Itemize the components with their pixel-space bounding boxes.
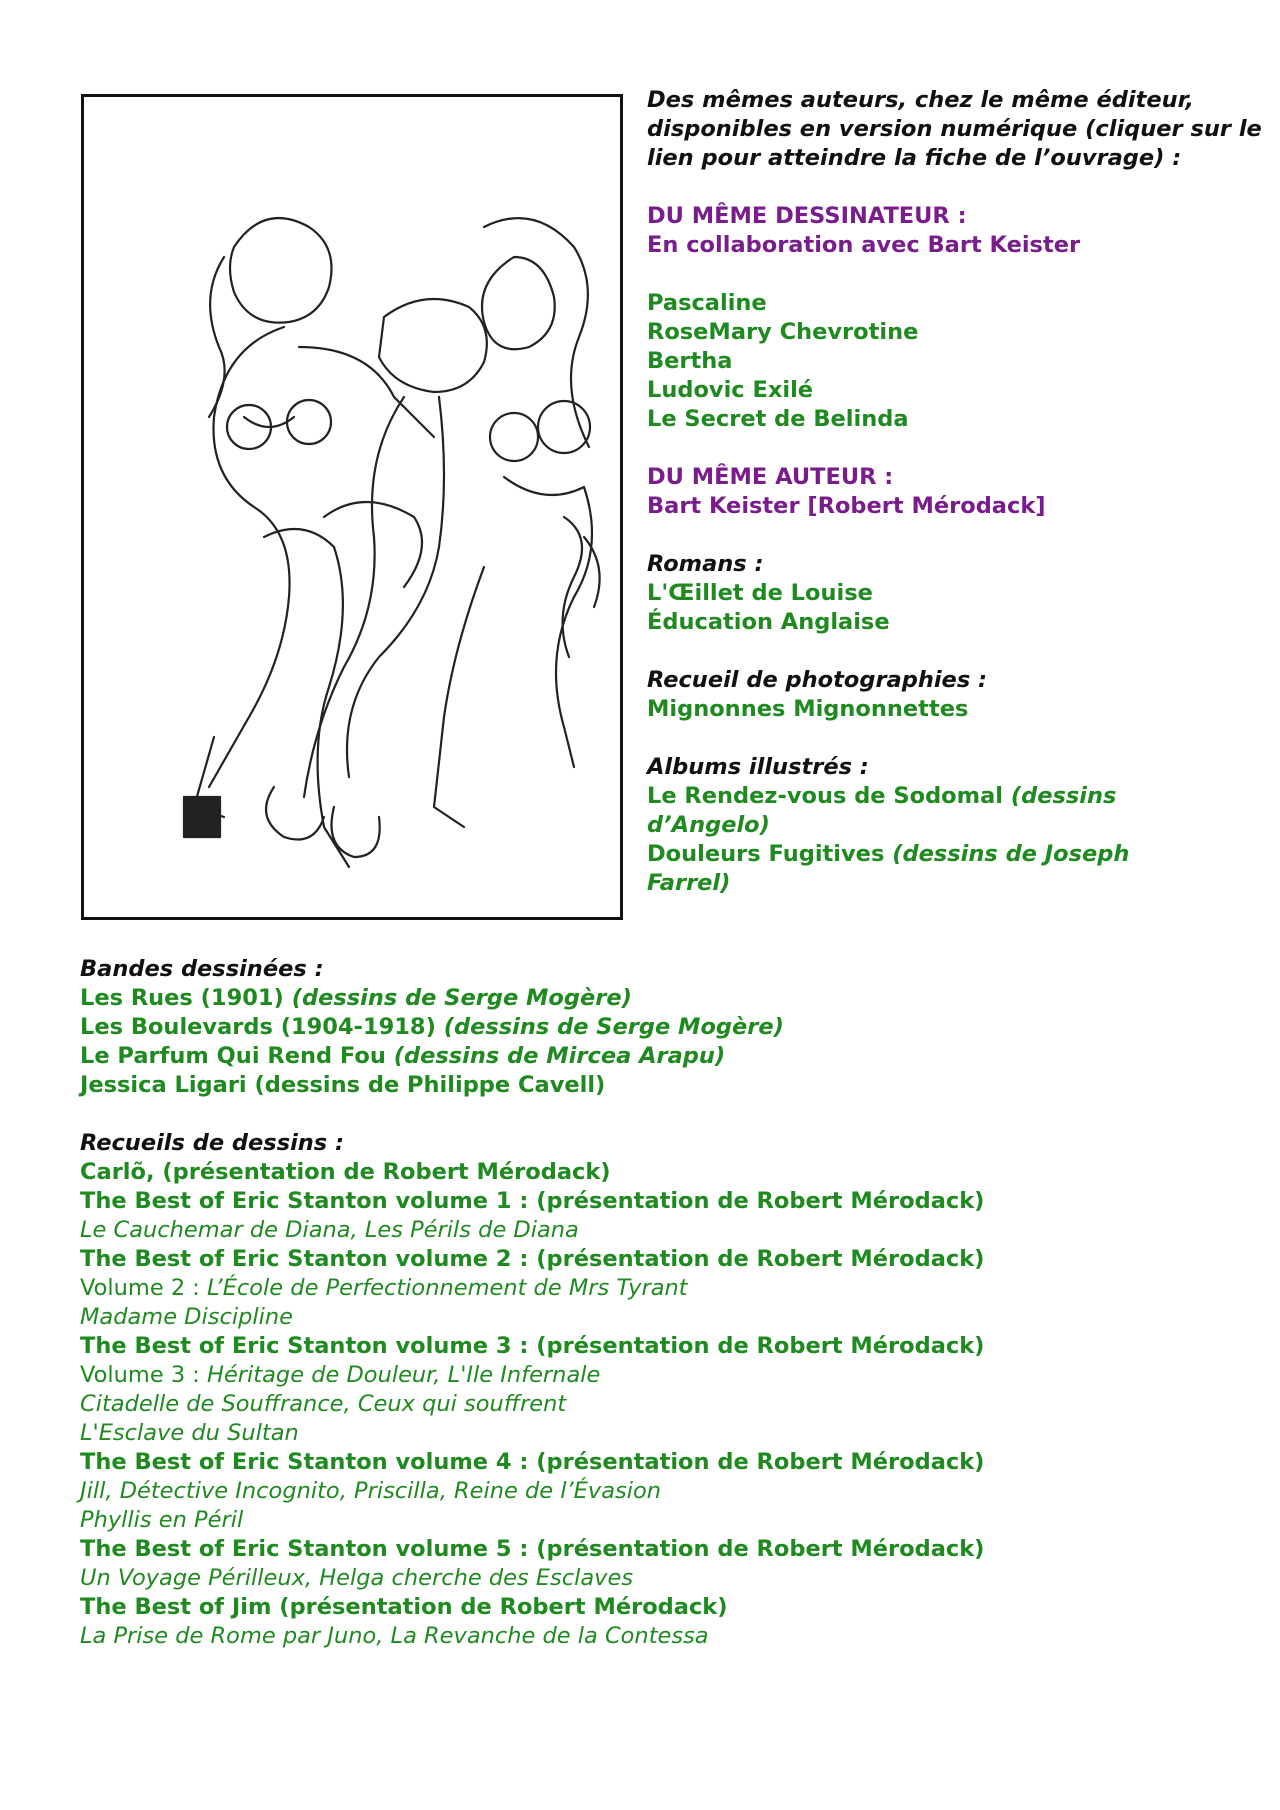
stanton-1-contents: Le Cauchemar de Diana, Les Périls de Diana <box>80 1217 579 1243</box>
stanton-3-contents-2: Citadelle de Souffrance, Ceux qui souffrent <box>80 1391 567 1417</box>
jim-contents: La Prise de Rome par Juno, La Revanche de la Contessa <box>80 1623 709 1649</box>
bd-title: Le Parfum Qui Rend Fou <box>80 1043 386 1069</box>
book-link-bertha[interactable]: Bertha <box>647 348 733 374</box>
recueils-heading: Recueils de dessins : <box>80 1130 345 1156</box>
line-art-drawing <box>84 97 620 917</box>
book-link-stanton-2[interactable]: The Best of Eric Stanton volume 2 : (présentation de Robert Mérodack) <box>80 1246 985 1272</box>
dessinateur-sub: En collaboration avec Bart Keister <box>647 232 1081 258</box>
book-link-sodomal[interactable] <box>647 783 1116 809</box>
book-link-stanton-1[interactable]: The Best of Eric Stanton volume 1 : (présentation de Robert Mérodack) <box>80 1188 985 1214</box>
stanton-4-contents: Jill, Détective Incognito, Priscilla, Reine de l’Évasion <box>80 1478 661 1504</box>
bd-title: Les Rues (1901) <box>80 985 284 1011</box>
volume-prefix: Volume 2 : <box>80 1275 208 1301</box>
dessinateur-heading: DU MÊME DESSINATEUR : <box>647 203 967 229</box>
book-link-douleurs[interactable] <box>647 841 1129 867</box>
book-link-boulevards[interactable] <box>80 1014 784 1040</box>
book-link-jim[interactable]: The Best of Jim (présentation de Robert Mérodack) <box>80 1594 728 1620</box>
album-credit: (dessins de Joseph <box>892 841 1130 867</box>
auteur-heading: DU MÊME AUTEUR : <box>647 464 894 490</box>
photos-heading: Recueil de photographies : <box>647 667 988 693</box>
book-link-stanton-3[interactable]: The Best of Eric Stanton volume 3 : (présentation de Robert Mérodack) <box>80 1333 985 1359</box>
book-link-stanton-4[interactable]: The Best of Eric Stanton volume 4 : (présentation de Robert Mérodack) <box>80 1449 985 1475</box>
book-link-stanton-5[interactable]: The Best of Eric Stanton volume 5 : (présentation de Robert Mérodack) <box>80 1536 985 1562</box>
album-credit-cont: Farrel) <box>647 870 731 896</box>
album-credit: (dessins <box>1010 783 1117 809</box>
album-title: Le Rendez-vous de Sodomal <box>647 783 1003 809</box>
volume-contents: Héritage de Douleur, L'Ile Infernale <box>207 1362 601 1388</box>
book-link-mignonnes[interactable]: Mignonnes Mignonnettes <box>647 696 969 722</box>
stanton-2-contents <box>80 1274 1260 1303</box>
book-link-jessica[interactable]: Jessica Ligari (dessins de Philippe Cavell) <box>80 1072 606 1098</box>
bottom-section <box>80 955 1260 1651</box>
cover-illustration <box>81 94 623 920</box>
bd-credit: (dessins de Serge Mogère) <box>291 985 632 1011</box>
book-link-rues[interactable] <box>80 985 632 1011</box>
right-column <box>647 86 1267 898</box>
book-link-rosemary[interactable]: RoseMary Chevrotine <box>647 319 919 345</box>
book-link-oeillet[interactable]: L'Œillet de Louise <box>647 580 873 606</box>
bd-credit: (dessins de Mircea Arapu) <box>393 1043 726 1069</box>
volume-prefix: Volume 3 : <box>80 1362 208 1388</box>
stanton-3-contents <box>80 1361 1260 1390</box>
volume-contents: L’École de Perfectionnement de Mrs Tyrant <box>207 1275 688 1301</box>
book-link-carlo[interactable]: Carlõ, (présentation de Robert Mérodack) <box>80 1159 611 1185</box>
book-link-ludovic[interactable]: Ludovic Exilé <box>647 377 814 403</box>
bd-credit: (dessins de Serge Mogère) <box>443 1014 784 1040</box>
stanton-2-contents-2: Madame Discipline <box>80 1304 293 1330</box>
album-credit-cont: d’Angelo) <box>647 812 770 838</box>
stanton-5-contents: Un Voyage Périlleux, Helga cherche des Esclaves <box>80 1565 634 1591</box>
book-link-education[interactable]: Éducation Anglaise <box>647 609 890 635</box>
book-link-parfum[interactable] <box>80 1043 725 1069</box>
stanton-4-contents-2: Phyllis en Péril <box>80 1507 244 1533</box>
bd-title: Les Boulevards (1904-1918) <box>80 1014 436 1040</box>
intro-text: Des mêmes auteurs, chez le même éditeur, disponibles en version numérique (cliquer sur le lien pour atteindre la fiche de l’ouvrage) : <box>647 87 1262 171</box>
albums-heading: Albums illustrés : <box>647 754 869 780</box>
stanton-3-contents-3: L'Esclave du Sultan <box>80 1420 299 1446</box>
romans-heading: Romans : <box>647 551 764 577</box>
book-link-pascaline[interactable]: Pascaline <box>647 290 767 316</box>
album-title: Douleurs Fugitives <box>647 841 885 867</box>
auteur-sub: Bart Keister [Robert Mérodack] <box>647 493 1046 519</box>
book-link-belinda[interactable]: Le Secret de Belinda <box>647 406 909 432</box>
bd-heading: Bandes dessinées : <box>80 956 324 982</box>
